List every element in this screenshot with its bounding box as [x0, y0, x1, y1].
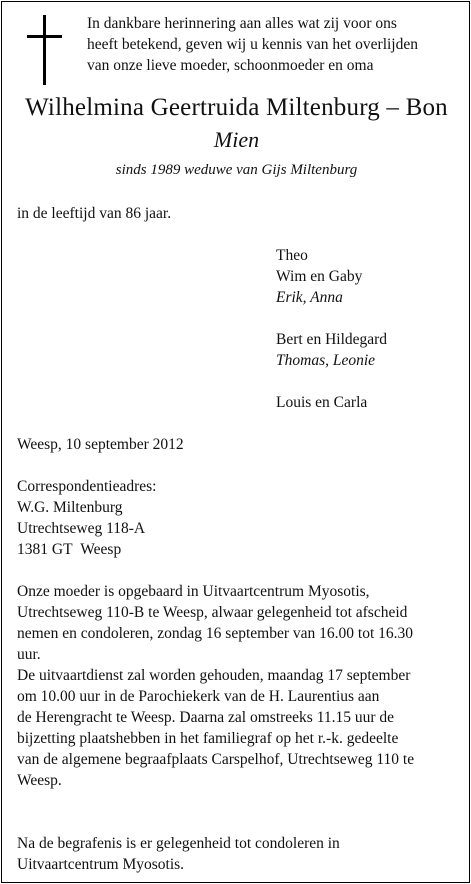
paragraph-line: Uitvaartcentrum Myosotis.	[17, 856, 185, 873]
intro-line: heeft betekend, geven wij u kennis van het overlijden	[87, 36, 418, 53]
correspondence-address	[17, 476, 156, 560]
paragraph-line: bijzetting plaatshebben in het familiegraf op het r.-k. gedeelte	[17, 730, 399, 747]
condolence-paragraph	[17, 833, 467, 875]
correspondence-heading: Correspondentieadres:	[17, 478, 157, 495]
paragraph-line: de Herengracht te Weesp. Daarna zal omstreeks 11.15 uur de	[17, 709, 395, 726]
deceased-nickname: Mien	[213, 127, 260, 152]
age-line: in de leeftijd van 86 jaar.	[17, 205, 172, 222]
family-member: Theo	[276, 247, 308, 264]
cross-icon-vertical-bar	[43, 15, 46, 85]
cross-icon-horizontal-bar	[27, 35, 62, 38]
intro-text	[87, 13, 465, 76]
paragraph-line: Na de begrafenis is er gelegenheid tot condoleren in	[17, 835, 340, 852]
grandchildren: Thomas, Leonie	[276, 352, 376, 369]
funeral-paragraph	[17, 665, 467, 791]
paragraph-line: van de algemene begraafplaats Carspelhof, Utrechtseweg 110 te	[17, 751, 415, 768]
intro-line: van onze lieve moeder, schoonmoeder en oma	[87, 57, 374, 74]
paragraph-line: uur.	[17, 646, 41, 663]
intro-line: In dankbare herinnering aan alles wat zij voor ons	[87, 15, 397, 32]
widow-line: sinds 1989 weduwe van Gijs Miltenburg	[115, 162, 358, 178]
family-member: Louis en Carla	[276, 394, 368, 411]
family-member: Wim en Gaby	[276, 268, 363, 285]
paragraph-line: De uitvaartdienst zal worden gehouden, maandag 17 september	[17, 667, 411, 684]
deceased-full-name: Wilhelmina Geertruida Miltenburg – Bon	[25, 94, 448, 121]
paragraph-line: nemen en condoleren, zondag 16 september van 16.00 tot 16.30	[17, 625, 413, 642]
viewing-paragraph	[17, 581, 467, 665]
paragraph-line: Weesp.	[17, 772, 62, 789]
correspondence-postal: 1381 GT Weesp	[17, 541, 122, 558]
correspondence-street: Utrechtseweg 118-A	[17, 520, 146, 537]
family-list	[276, 245, 466, 413]
place-date: Weesp, 10 september 2012	[17, 436, 184, 453]
paragraph-line: Onze moeder is opgebaard in Uitvaartcentrum Myosotis,	[17, 583, 370, 600]
death-notice-card	[1, 1, 470, 883]
grandchildren: Erik, Anna	[276, 289, 343, 306]
correspondence-name: W.G. Miltenburg	[17, 499, 123, 516]
paragraph-line: om 10.00 uur in de Parochiekerk van de H. Laurentius aan	[17, 688, 380, 705]
family-member: Bert en Hildegard	[276, 331, 388, 348]
paragraph-line: Utrechtseweg 110-B te Weesp, alwaar gelegenheid tot afscheid	[17, 604, 408, 621]
